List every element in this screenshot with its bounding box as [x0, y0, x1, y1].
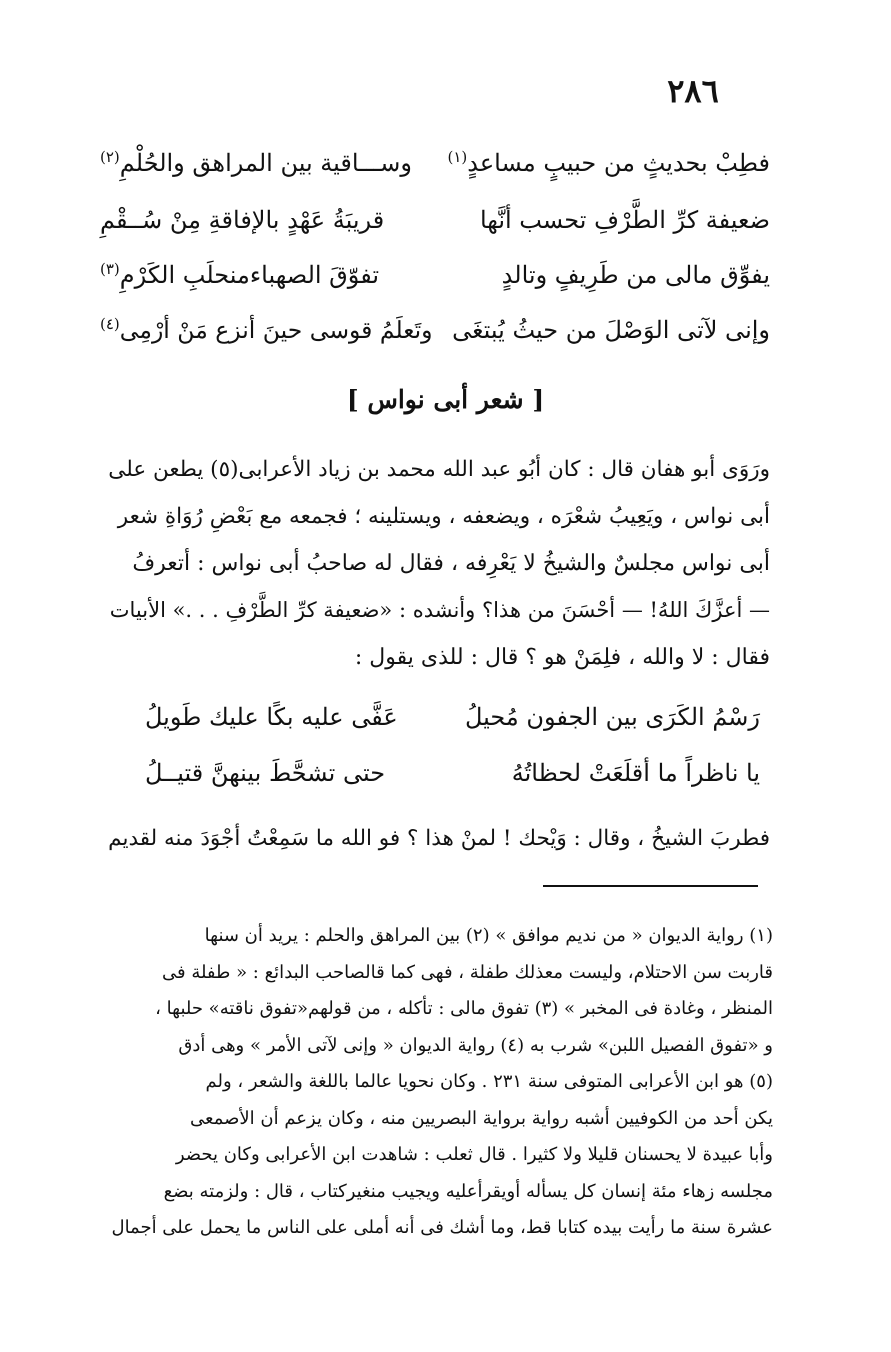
verse-first-hemistich — [502, 260, 770, 289]
footnote-line: يكن أحد من الكوفيين أشبه رواية برواية البصريين منه ، وكان يزعم أن الأصمعى — [190, 1107, 773, 1129]
verse-second-hemistich: حتى تشحَّطَ بينهنَّ قتيــلُ — [145, 759, 386, 787]
verse-first-hemistich — [447, 148, 770, 177]
verse-second-hemistich: عَفَّى عليه بكًا عليك طَويلُ — [145, 703, 398, 731]
verse-second-hemistich — [100, 260, 379, 289]
footnote-marker: (١) — [447, 148, 468, 166]
body-line: فطربَ الشيخُ ، وقال : وَيْحك ! لمنْ هذا ؟ فو الله ما سَمِعْتُ أجْوَدَ منه لقديم — [108, 826, 770, 851]
footnote-line: المنظر ، وغادة فى المخبر » (٣) تفوق مالى : تأكله ، من قولهم«تفوق ناقته» حلبها ، — [155, 998, 773, 1019]
footnote-marker: (٤) — [100, 315, 120, 333]
verse-line — [100, 315, 770, 371]
body-line: — أعزَّكَ اللهُ! — أحْسَنَ من هذا؟ وأنشده : «ضعيفة كرِّ الطَّرْفِ . . .» الأبيات — [109, 598, 770, 622]
body-line: أبى نواس ، ويَعِيبُ شعْرَه ، ويضعفه ، ويستلينه ؛ فجمعه مع بَعْضِ رُوَاةِ شعر — [117, 504, 770, 529]
body-line: أبى نواس مجلسٌ والشيخُ لا يَعْرِفه ، فقال له صاحبُ أبى نواس : أتعرفُ — [132, 551, 770, 576]
verse-line — [100, 148, 770, 204]
footnote-marker: (٢) — [100, 148, 120, 166]
body-paragraph — [105, 815, 770, 862]
verse-second-hemistich — [100, 148, 412, 177]
verse-first-hemistich — [480, 205, 770, 234]
verse-text: وســـاقية بين المراهق والحُلْمِ — [119, 149, 412, 177]
body-line: فقال : لا والله ، فلِمَنْ هو ؟ قال : للذى يقول : — [354, 645, 770, 670]
verse-text: ضعيفة كرِّ الطَّرْفِ تحسب أنَّها — [479, 206, 770, 234]
footnote-line: وأبا عبيدة لا يحسنان قليلا ولا كثيرا . قال ثعلب : شاهدت ابن الأعرابى وكان يحضر — [175, 1144, 773, 1165]
verse-text: وتَعلَمُ قوسى حينَ أنزع مَنْ أرْمِى — [119, 315, 433, 344]
verse-text: قريبَةُ عَهْدٍ بالإفاقةِ مِنْ سُــقْمِ — [100, 206, 385, 234]
footnote-divider — [543, 885, 758, 887]
footnote-line: عشرة سنة ما رأيت بيده كتابا قط، وما أشك فى أنه أملى على الناس ما يحمل على أجمال — [111, 1217, 773, 1238]
section-heading: [ شعر أبى نواس ] — [346, 385, 545, 414]
verse-second-hemistich — [100, 205, 384, 234]
body-paragraph — [105, 446, 770, 681]
footnote-line: (١) رواية الديوان « من نديم موافق » (٢) بين المراهق والحلم : يريد أن سنها — [204, 925, 773, 946]
page-number: ٢٨٦ — [667, 72, 719, 110]
verse-second-hemistich — [100, 315, 433, 344]
footnote-line: قاربت سن الاحتلام، وليست معذلك طفلة ، فهى كما قالصاحب البدائع : « طفلة فى — [161, 961, 773, 983]
verse-line — [100, 260, 770, 316]
verse-line — [100, 759, 770, 815]
footnote-marker: (٣) — [100, 260, 120, 278]
verse-line — [100, 205, 770, 261]
verse-text: تفوّقَ الصهباءمنحلَبِ الكَرْمِ — [119, 261, 380, 289]
verse-text: يفوِّق مالى من طَرِيفٍ وتالدٍ — [501, 261, 770, 289]
footnotes — [105, 918, 773, 1247]
verse-first-hemistich: يا ناظراً ما أقلَعَتْ لحظاتُهُ — [511, 759, 760, 787]
footnote-line: مجلسه زهاء مئة إنسان كل يسأله أويقرأعليه ويجيب منغيركتاب ، قال : ولزمته بضع — [163, 1180, 773, 1202]
verse-line — [100, 703, 770, 759]
verse-first-hemistich — [452, 315, 770, 344]
footnote-line: (٥) هو ابن الأعرابى المتوفى سنة ٢٣١ . وكان نحويا عالما باللغة والشعر ، ولم — [205, 1071, 773, 1092]
footnote-line: و «تفوق الفصيل اللبن» شرب به (٤) رواية الديوان « وإنى لآتى الأمر » وهى أدق — [178, 1034, 773, 1056]
verse-first-hemistich: رَسْمُ الكَرَى بين الجفون مُحيلُ — [464, 703, 760, 731]
body-line: ورَوَى أبو هفان قال : كان أبُو عبد الله محمد بن زياد الأعرابى(٥) يطعن على — [108, 457, 770, 482]
verse-text: وإنى لآتى الوَصْلَ من حيثُ يُبتغَى — [452, 316, 770, 344]
verse-text: فطِبْ بحديثٍ من حبيبٍ مساعدٍ — [467, 149, 770, 177]
